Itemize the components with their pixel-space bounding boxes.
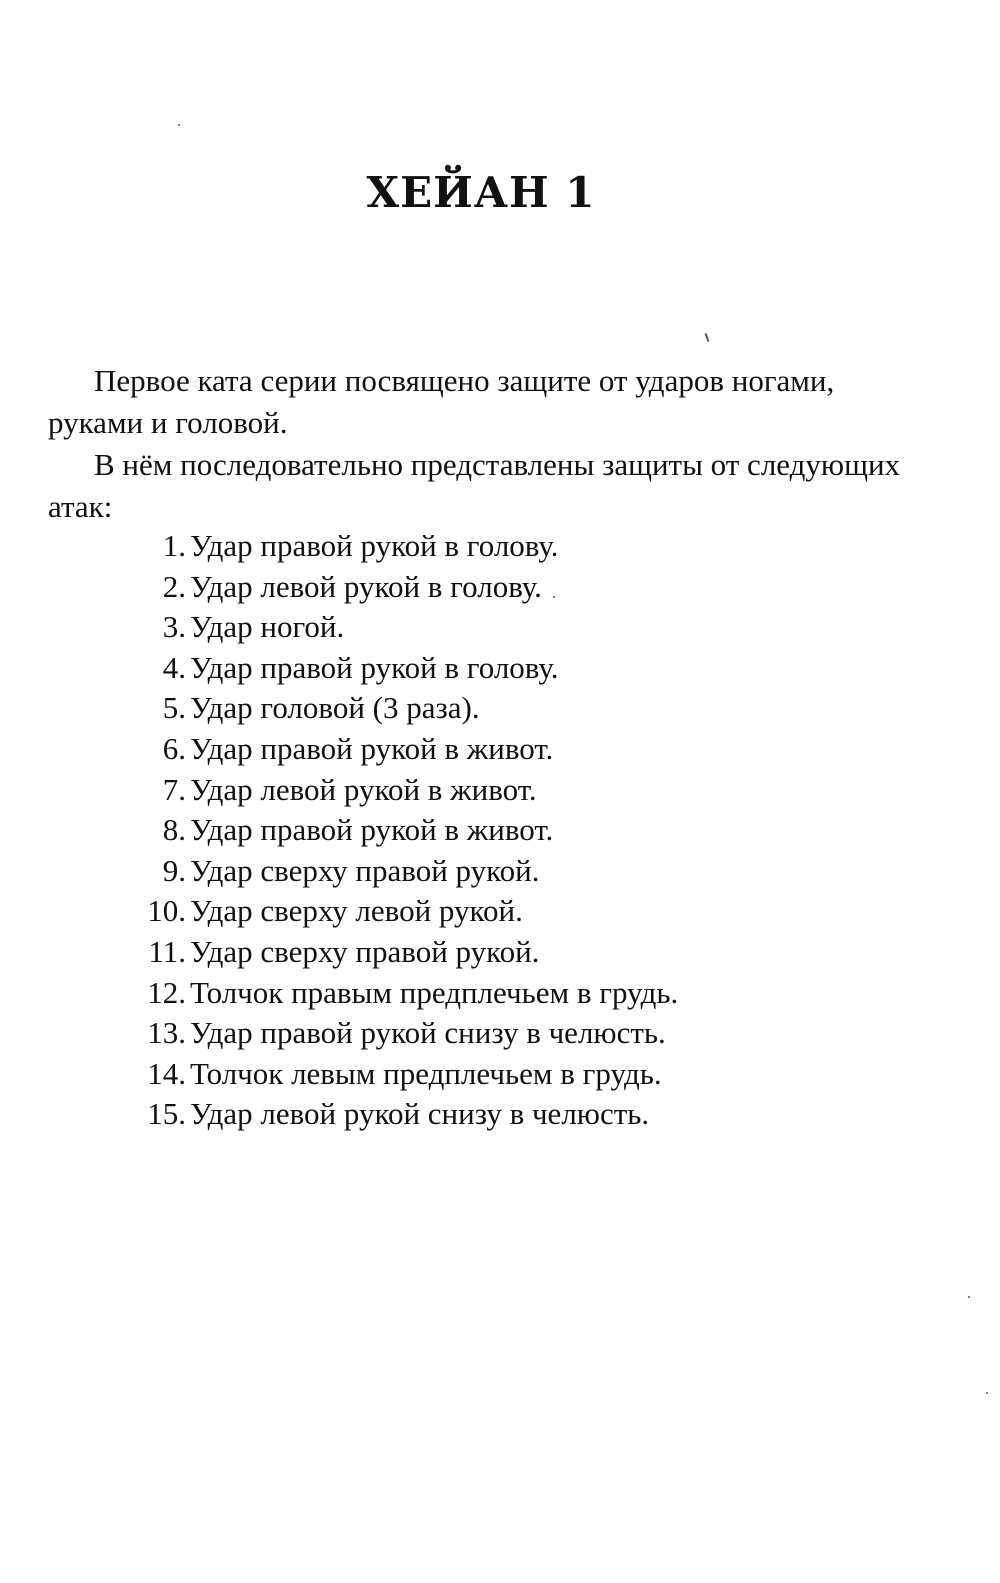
attack-list-item [140,1094,678,1135]
attack-list-item [140,973,678,1014]
attack-number: 7. [162,771,186,807]
attack-list-item [140,770,678,811]
scan-speck [705,333,710,342]
attack-text: Удар правой рукой снизу в челюсть. [190,1015,666,1051]
attack-list-item [140,810,678,851]
attack-number: 2. [162,568,186,604]
attack-number: 3. [162,609,186,645]
attacks-intro-paragraph [48,444,923,528]
attack-number: 12. [147,974,186,1010]
page-title: ХЕЙАН 1 [366,168,596,217]
attack-list-item [140,688,678,729]
scan-speck [968,1296,970,1298]
attack-number: 4. [162,649,186,685]
attack-list-item [140,648,678,689]
scan-speck [986,1392,988,1394]
attack-list-item [140,1013,678,1054]
attacks-intro-text: В нём последовательно представлены защиты от следующих атак: [48,447,901,524]
attack-list-item [140,729,678,770]
attack-number: 1. [162,528,186,563]
attack-text: Удар правой рукой в голову. [190,649,559,685]
attack-list [140,526,678,1135]
scan-speck [553,596,555,598]
attack-list-item [140,526,678,567]
attack-number: 10. [147,893,186,929]
attack-list-item [140,1054,678,1095]
attack-number: 15. [147,1096,186,1132]
attack-text: Удар сверху правой рукой. [190,933,540,969]
attack-text: Удар правой рукой в живот. [190,812,554,848]
attack-list-item [140,567,678,608]
intro-paragraph [48,360,923,444]
attack-text: Удар левой рукой в живот. [190,771,537,807]
scan-speck [178,124,180,126]
attack-number: 8. [162,812,186,848]
attack-text: Толчок правым предплечьем в грудь. [190,974,679,1010]
attack-text: Удар ногой. [190,609,345,645]
attack-text: Удар левой рукой снизу в челюсть. [190,1096,650,1132]
attack-number: 13. [147,1015,186,1051]
attack-text: Толчок левым предплечьем в грудь. [190,1055,662,1091]
attack-text: Удар правой рукой в живот. [190,730,554,766]
attack-number: 9. [162,852,186,888]
attack-list-item [140,607,678,648]
attack-list-item [140,932,678,973]
intro-text: Первое ката серии посвящено защите от ударов ногами, руками и головой. [48,363,835,440]
attack-list-item [140,851,678,892]
attack-list-item [140,891,678,932]
attack-number: 14. [147,1055,186,1091]
attack-number: 5. [162,690,186,726]
attack-text: Удар головой (3 раза). [190,690,480,726]
attack-text: Удар левой рукой в голову. [190,568,542,604]
attack-number: 11. [148,933,186,969]
attack-text: Удар сверху левой рукой. [190,893,523,929]
attack-text: Удар правой рукой в голову. [190,528,559,563]
attack-text: Удар сверху правой рукой. [190,852,540,888]
attack-number: 6. [162,730,186,766]
